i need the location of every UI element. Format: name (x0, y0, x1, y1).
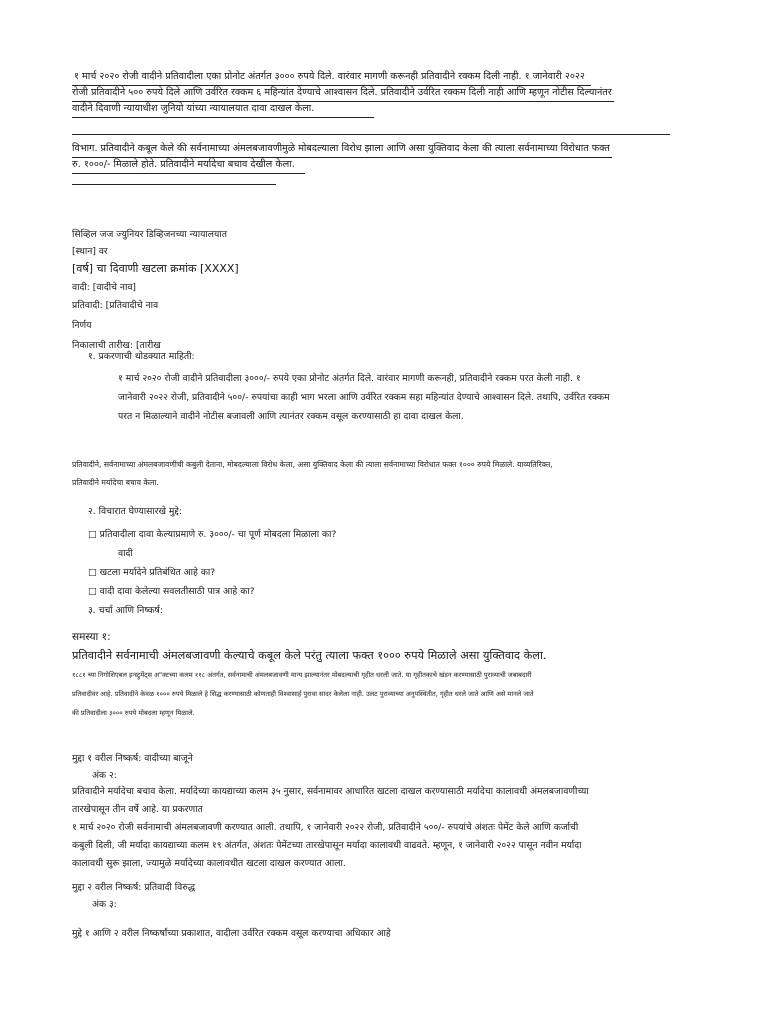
body-line: की प्रतिवादीला ३००० रुपये मोबदला म्हणून मिळाले. (72, 709, 195, 717)
notice-line: १ मार्च २०२० रोजी वादीने प्रतिवादीला एका प्रोनोट अंतर्गत ३००० रुपये दिले. वारंवार मागणी करूनही प्रतिवादीने रक्कम दिली नाही. १ जानेवारी २०२२ (72, 70, 591, 86)
body-line: १८८१ च्या निगोशिएबल इन्स्ट्रुमेंट्स अ"क्टच्या कलम ११८ अंतर्गत, सर्वनामाची अंमलबजावणी मान्य झाल्यानंतर मोबदल्याची गृहीत धरली जाते. या गृहीतकाचे खंडन करण्यासाठी पुराव्याची जबाबदारी (72, 671, 532, 679)
notice-line: रु. १०००/- मिळाले होते. प्रतिवादीने मर्यादेचा बचाव देखील केला. (72, 158, 305, 174)
separator-line (72, 184, 276, 185)
body-line: तारखेपासून तीन वर्षे आहे. या प्रकरणात (72, 804, 203, 815)
finding-1 (72, 750, 193, 784)
body-line: प्रतिवादीने मर्यादेचा बचाव केला. (72, 478, 159, 487)
issues-list (88, 525, 336, 620)
finding-2-title: मुद्दा २ वरील निष्कर्ष: प्रतिवादी विरुद्ध (72, 882, 196, 893)
point-3-body: मुद्दे १ आणि २ वरील निष्कर्षांच्या प्रकाशात, वादीला उर्वरित रक्कम वसूल करण्याचा अधिकार आहे (72, 928, 391, 939)
body-line: प्रतिवादीवर आहे. प्रतिवादीने केवळ १००० रुपये मिळाले हे सिद्ध करण्यासाठी कोणताही विश्वासार्ह पुरावा सादर केलेला नाही. उलट पुराव्याच्या अनुपस्थितीत, गृहीत धरले जाते आणि असे मानले जाते (72, 690, 534, 698)
bullet-box-icon: □ (88, 586, 97, 597)
defendant-name: प्रतिवादी: [प्रतिवादीचे नाव (72, 300, 159, 311)
problem-1-discussion (72, 666, 534, 723)
court-header (72, 226, 239, 355)
section-1-body (118, 369, 610, 426)
problem-1-title: समस्या १: (72, 631, 111, 643)
bullet-box-icon: □ (88, 567, 97, 578)
body-line: प्रतिवादीने मर्यादेचा बचाव केला. मर्यादेच्या कायद्याच्या कलम ३५ नुसार, सर्वनामावर आधारित खटला दाखल करण्यासाठी मर्यादेचा कालावधी अंमलबजावणीच्या (72, 786, 589, 797)
court-place: [स्थान] वर (72, 246, 108, 257)
notice-line: रोजी प्रतिवादीने ५०० रुपये दिले आणि उर्वरित रक्कम ६ महिन्यांत देण्याचे आश्वासन दिले. प्रतिवादीने उर्वरित रक्कम दिली नाही आणि म्हणून नोटीस दिल्यानंतर (72, 86, 614, 102)
plaintiff-name: वादी: [वादीचे नाव] (72, 282, 137, 293)
separator-line (72, 134, 670, 135)
section-1-heading: १. प्रकरणाची थोडक्यात माहिती: (88, 351, 195, 362)
section-3-heading: ३. चर्चा आणि निष्कर्ष: (88, 605, 163, 616)
section-2-heading: २. विचारात घेण्यासारखे मुद्दे: (88, 506, 182, 517)
body-line: १ मार्च २०२० रोजी सर्वनामाची अंमलबजावणी करण्यात आली. तथापि, १ जानेवारी २०२२ रोजी, प्रतिवादीने ५००/- रुपयांचे अंशतः पेमेंट केले आणि कर्जाची (72, 822, 579, 833)
finding-1-title: मुद्दा १ वरील निष्कर्ष: वादीच्या बाजूने (72, 753, 193, 764)
point-3-label: अंक ३: (92, 899, 117, 910)
bullet-box-icon: □ (88, 529, 97, 540)
body-line: जानेवारी २०२२ रोजी, प्रतिवादीने ५००/- रुपयांचा काही भाग भरला आणि उर्वरित रक्कम सहा महिन्यांत देण्याचे आश्वासन दिले. तथापि, उर्वरित रक्कम (118, 392, 610, 403)
issue-item-1: □ प्रतिवादीला दावा केल्याप्रमाणे रु. ३०००/- चा पूर्ण मोबदला मिळाला का? (88, 529, 337, 540)
body-line: १ मार्च २०२० रोजी वादीने प्रतिवादीला ३०००/- रुपये एका प्रोनोट अंतर्गत दिले. वारंवार मागणी करूनही, प्रतिवादीने रक्कम परत केली नाही. १ (118, 373, 581, 384)
suit-number: [वर्ष] चा दिवाणी खटला क्रमांक [XXXX] (72, 262, 239, 275)
judgment-date: निकालाची तारीख: [तारीख (72, 340, 161, 351)
body-line: प्रतिवादीने, सर्वनामाच्या अंमलबजावणीची कबुली देताना, मोबदल्याला विरोध केला, असा युक्तिवाद केला की त्याला सर्वनामाच्या विरोधात फक्त १००० रुपये मिळाले. याव्यतिरिक्त, (72, 460, 553, 469)
body-line: कालावधी सुरू झाला, ज्यामुळे मर्यादेच्या कालावधीत खटला दाखल करण्यात आला. (72, 858, 346, 869)
notice-paragraph-2 (72, 142, 612, 174)
issue-item-3: □ वादी दावा केलेल्या सवलतीसाठी पात्र आहे का? (88, 586, 255, 597)
problem-1-statement: प्रतिवादीने सर्वनामाची अंमलबजावणी केल्याचे कबूल केले परंतु त्याला फक्त १००० रुपये मिळाले असा युक्तिवाद केला. (72, 649, 547, 662)
finding-2 (72, 879, 195, 913)
notice-line: विभाग. प्रतिवादीने कबूल केले की सर्वनामाच्या अंमलबजावणीमुळे मोबदल्याला विरोध झाला आणि असा युक्तिवाद केला की त्याला सर्वनामाच्या विरोधात फक्त (72, 142, 612, 158)
point-2-body (72, 783, 589, 873)
court-name: सिव्हिल जज ज्युनियर डिव्हिजनच्या न्यायालयात (72, 229, 227, 240)
notice-paragraph-1 (72, 70, 614, 118)
body-line: कबुली दिली, जी मर्यादा कायद्याच्या कलम १९ अंतर्गत, अंशतः पेमेंटच्या तारखेपासून मर्यादा कालावधी वाढवते. म्हणून, १ जानेवारी २०२२ पासून नवीन मर्यादा (72, 840, 582, 851)
body-line: परत न मिळाल्याने वादीने नोटीस बजावली आणि त्यानंतर रक्कम वसूल करण्यासाठी हा दावा दाखल केला. (118, 411, 464, 422)
admission-paragraph (72, 456, 553, 492)
notice-line: वादीने दिवाणी न्यायाधीश जुनियो यांच्या न्यायालयात दावा दाखल केला. (72, 102, 374, 118)
issue-item-2: □ खटला मर्यादेने प्रतिबंधित आहे का? (88, 567, 216, 578)
issue-item-1-sub: वादी (118, 548, 133, 559)
point-2-label: अंक २: (92, 770, 117, 781)
judgment-heading: निर्णय (72, 320, 92, 331)
